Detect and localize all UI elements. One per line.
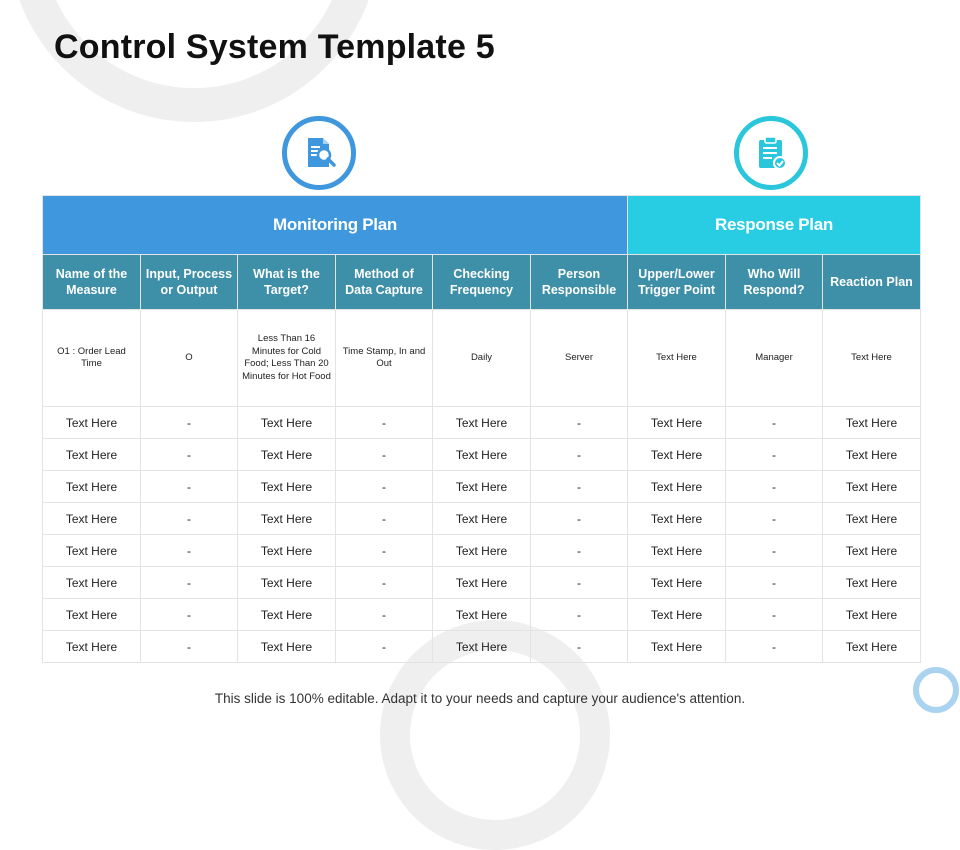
table-row: [43, 503, 921, 535]
table-cell: Text Here: [43, 535, 141, 567]
table-cell: Manager: [726, 310, 823, 407]
table-cell: Text Here: [238, 439, 336, 471]
table-cell: Text Here: [238, 631, 336, 663]
response-plan-header: Response Plan: [628, 196, 921, 255]
column-header: Method of Data Capture: [336, 255, 433, 310]
table-cell: Text Here: [628, 407, 726, 439]
table-cell: -: [531, 567, 628, 599]
table-cell: Daily: [433, 310, 531, 407]
column-header-row: [43, 255, 921, 310]
table-cell: -: [726, 599, 823, 631]
table-row: [43, 471, 921, 503]
table-cell: -: [726, 407, 823, 439]
table-row: [43, 407, 921, 439]
table-cell: Text Here: [823, 407, 921, 439]
column-header: Person Responsible: [531, 255, 628, 310]
footer-note: This slide is 100% editable. Adapt it to your needs and capture your audience's attention.: [214, 691, 746, 706]
table-cell: Text Here: [823, 599, 921, 631]
column-header: Upper/Lower Trigger Point: [628, 255, 726, 310]
table-cell: -: [336, 567, 433, 599]
table-cell: Text Here: [433, 567, 531, 599]
table-cell: Text Here: [43, 631, 141, 663]
table-cell: O: [141, 310, 238, 407]
table-cell: Server: [531, 310, 628, 407]
table-cell: -: [531, 599, 628, 631]
table-cell: -: [531, 503, 628, 535]
table-cell: Text Here: [238, 599, 336, 631]
table-cell: Text Here: [433, 599, 531, 631]
table-row: [43, 535, 921, 567]
page-title: Control System Template 5: [54, 28, 495, 66]
table-cell: -: [336, 599, 433, 631]
table-cell: -: [531, 439, 628, 471]
table-cell: Text Here: [43, 407, 141, 439]
table-row: [43, 631, 921, 663]
column-header: Input, Process or Output: [141, 255, 238, 310]
table-cell: -: [726, 535, 823, 567]
table-cell: Text Here: [238, 503, 336, 535]
table-cell: Text Here: [43, 503, 141, 535]
table-cell: Text Here: [628, 310, 726, 407]
table-cell: Text Here: [823, 535, 921, 567]
table-cell: -: [336, 439, 433, 471]
table-row: [43, 567, 921, 599]
table-cell: Text Here: [628, 503, 726, 535]
table-cell: -: [336, 503, 433, 535]
table-cell: Text Here: [823, 631, 921, 663]
document-search-icon: [282, 116, 356, 190]
table-cell: Text Here: [433, 407, 531, 439]
table-cell: -: [726, 503, 823, 535]
table-cell: Text Here: [43, 439, 141, 471]
table-cell: -: [336, 407, 433, 439]
table-cell: -: [336, 471, 433, 503]
table-cell: Text Here: [823, 310, 921, 407]
table-cell: Text Here: [238, 535, 336, 567]
table-cell: Text Here: [43, 567, 141, 599]
table-cell: Time Stamp, In and Out: [336, 310, 433, 407]
column-header: Reaction Plan: [823, 255, 921, 310]
table-row: [43, 439, 921, 471]
table-cell: Text Here: [433, 439, 531, 471]
table-cell: -: [141, 599, 238, 631]
table-cell: Text Here: [628, 471, 726, 503]
table-cell: Text Here: [238, 407, 336, 439]
table-cell: Text Here: [433, 471, 531, 503]
clipboard-check-icon: [734, 116, 808, 190]
table-cell: Text Here: [823, 567, 921, 599]
table-cell: -: [726, 567, 823, 599]
table-cell: -: [141, 567, 238, 599]
table-row: [43, 599, 921, 631]
table-cell: Text Here: [628, 631, 726, 663]
table-cell: Text Here: [628, 599, 726, 631]
table-cell: -: [141, 631, 238, 663]
table-cell: -: [141, 503, 238, 535]
table-cell: Text Here: [238, 567, 336, 599]
table-cell: Text Here: [823, 471, 921, 503]
table-cell: -: [141, 471, 238, 503]
table-cell: Text Here: [238, 471, 336, 503]
table-cell: Text Here: [433, 631, 531, 663]
table-cell: -: [726, 439, 823, 471]
table-cell: -: [531, 535, 628, 567]
table-cell: Text Here: [628, 535, 726, 567]
table-row: [43, 310, 921, 407]
control-system-table: [42, 195, 921, 663]
column-header: Name of the Measure: [43, 255, 141, 310]
table-cell: O1 : Order Lead Time: [43, 310, 141, 407]
column-header: Checking Frequency: [433, 255, 531, 310]
table-cell: -: [336, 535, 433, 567]
table-cell: -: [531, 631, 628, 663]
table-cell: -: [336, 631, 433, 663]
table-cell: Text Here: [433, 535, 531, 567]
table-cell: Text Here: [433, 503, 531, 535]
table-cell: Less Than 16 Minutes for Cold Food; Less Than 20 Minutes for Hot Food: [238, 310, 336, 407]
table-cell: -: [531, 471, 628, 503]
table-cell: -: [531, 407, 628, 439]
monitoring-plan-header: Monitoring Plan: [43, 196, 628, 255]
table-cell: Text Here: [43, 599, 141, 631]
table-cell: -: [726, 631, 823, 663]
table-cell: Text Here: [823, 503, 921, 535]
table-cell: -: [141, 439, 238, 471]
corner-ring-decoration: [913, 667, 959, 713]
table-cell: -: [726, 471, 823, 503]
table-cell: Text Here: [628, 567, 726, 599]
column-header: Who Will Respond?: [726, 255, 823, 310]
table-cell: -: [141, 535, 238, 567]
column-header: What is the Target?: [238, 255, 336, 310]
table-cell: Text Here: [823, 439, 921, 471]
table-cell: Text Here: [43, 471, 141, 503]
table-cell: -: [141, 407, 238, 439]
table-cell: Text Here: [628, 439, 726, 471]
